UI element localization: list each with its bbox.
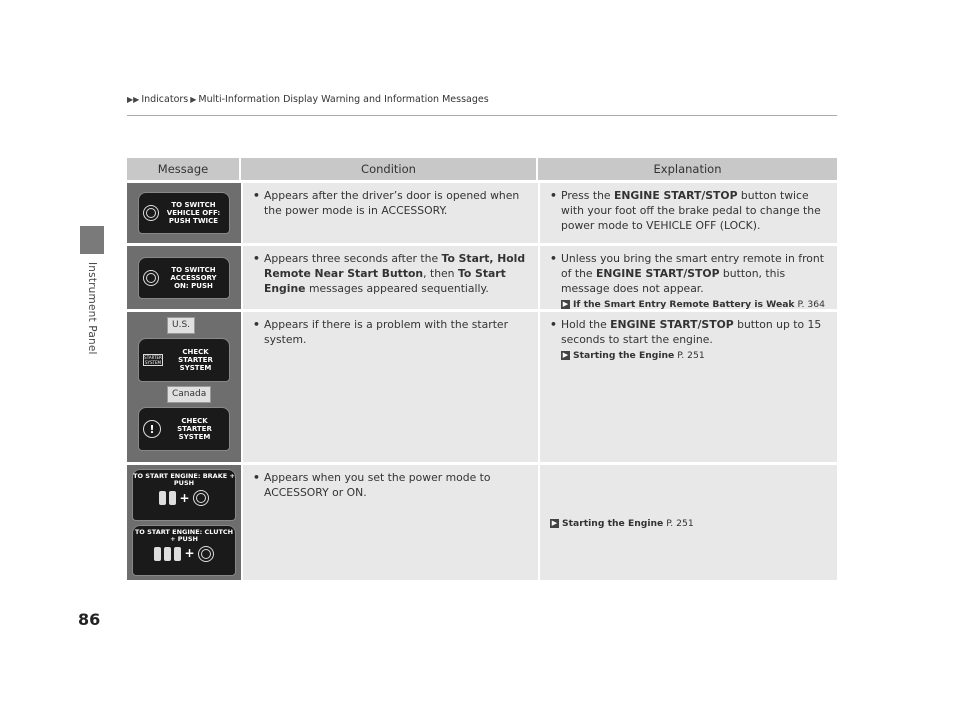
table-row (127, 465, 837, 580)
breadcrumb (127, 94, 489, 105)
explanation-cell: • Hold the ENGINE START/STOP button up to 15 seconds to start the engine. ▶ Starting the Engine P. 251 (538, 312, 837, 462)
table-row (127, 183, 837, 243)
breadcrumb-arrow-icon: ▶▶ (127, 95, 140, 104)
message-image-cell (127, 183, 241, 243)
messages-table (127, 158, 837, 580)
condition-text: Appears three seconds after the To Start, Hold Remote Near Start Button, then To Start Engine messages appeared sequentially. (264, 252, 526, 295)
region-tag-canada: Canada (167, 386, 211, 403)
header-message: Message (127, 158, 241, 180)
display-screen (138, 192, 230, 234)
condition-cell: • Appears when you set the power mode to ACCESSORY or ON. (241, 465, 538, 580)
breadcrumb-item-indicators[interactable]: Indicators (141, 94, 189, 105)
explanation-cell: • Unless you bring the smart entry remote in front of the ENGINE START/STOP button, this message does not appear. ▶ If the Smart Entry Remote Battery is Weak P. 364 (538, 246, 837, 309)
region-tag-us: U.S. (167, 317, 195, 334)
starter-system-icon: STARTER SYSTEM (144, 355, 162, 365)
cross-reference-link[interactable]: ▶ If the Smart Entry Remote Battery is Weak P. 364 (562, 299, 825, 310)
brake-pedal-icon (164, 547, 171, 561)
display-text: CHECK STARTER SYSTEM (178, 348, 213, 372)
engine-start-button-icon (143, 270, 159, 286)
table-row (127, 312, 837, 462)
condition-cell: • Appears if there is a problem with the starter system. (241, 312, 538, 462)
condition-text: Appears when you set the power mode to ACCESSORY or ON. (264, 471, 491, 499)
message-image-cell (127, 465, 241, 580)
accelerator-pedal-icon (169, 491, 176, 505)
message-image-cell (127, 246, 241, 309)
header-explanation: Explanation (653, 162, 722, 176)
cross-reference-link[interactable]: ▶ Starting the Engine P. 251 (562, 350, 705, 361)
explanation-text: Unless you bring the smart entry remote in front of the ENGINE START/STOP button, this message does not appear. (561, 252, 824, 295)
section-side-label: Instrument Panel (86, 262, 98, 355)
table-row (127, 246, 837, 309)
reference-arrow-icon: ▶ (551, 519, 558, 527)
engine-start-button-icon (193, 490, 209, 506)
display-screen-canada (138, 407, 230, 451)
header-condition: Condition (241, 158, 538, 180)
display-screen-brake (132, 469, 236, 521)
warning-icon: ! (143, 420, 161, 438)
plus-icon: + (184, 546, 195, 560)
cross-reference-link[interactable]: ▶ Starting the Engine P. 251 (551, 518, 694, 529)
display-screen-clutch (132, 525, 236, 577)
display-text: TO START ENGINE: BRAKE + PUSH (133, 472, 235, 487)
page-number: 86 (78, 610, 101, 629)
table-header (127, 158, 837, 180)
reference-arrow-icon: ▶ (562, 351, 569, 359)
breadcrumb-item-messages[interactable]: Multi-Information Display Warning and Information Messages (198, 94, 489, 105)
engine-start-button-icon (198, 546, 214, 562)
condition-text: Appears if there is a problem with the starter system. (264, 318, 509, 346)
section-tab-marker (80, 226, 104, 254)
reference-arrow-icon: ▶ (562, 300, 569, 308)
breadcrumb-arrow-icon: ▶ (190, 95, 197, 104)
plus-icon: + (179, 490, 190, 505)
engine-start-button-icon (143, 205, 159, 221)
explanation-text: Press the ENGINE START/STOP button twice with your foot off the brake pedal to change the power mode to VEHICLE OFF (LOCK). (561, 189, 821, 232)
accelerator-pedal-icon (174, 547, 181, 561)
explanation-cell (538, 465, 837, 580)
condition-text: Appears after the driver’s door is opened when the power mode is in ACCESSORY. (264, 189, 520, 217)
explanation-cell: • Press the ENGINE START/STOP button twice with your foot off the brake pedal to change the power mode to VEHICLE OFF (LOCK). (538, 183, 837, 243)
explanation-text: Hold the ENGINE START/STOP button up to 15 seconds to start the engine. (561, 318, 822, 346)
pedal-illustration (154, 546, 213, 562)
brake-pedal-icon (159, 491, 166, 505)
display-screen (138, 257, 230, 299)
pedal-illustration (159, 490, 208, 506)
display-screen-us (138, 338, 230, 382)
display-text: TO START ENGINE: CLUTCH + PUSH (134, 527, 234, 543)
condition-cell: • Appears three seconds after the To Start, Hold Remote Near Start Button, then To Start Engine messages appeared sequentially. (241, 246, 538, 309)
header-rule (127, 115, 837, 116)
display-text: TO SWITCH ACCESSORY ON: PUSH (170, 265, 217, 290)
clutch-pedal-icon (154, 547, 161, 561)
display-text: CHECK STARTER SYSTEM (177, 417, 212, 441)
condition-cell: • Appears after the driver’s door is opened when the power mode is in ACCESSORY. (241, 183, 538, 243)
message-image-cell (127, 312, 241, 462)
display-text: TO SWITCH VEHICLE OFF: PUSH TWICE (166, 201, 221, 225)
